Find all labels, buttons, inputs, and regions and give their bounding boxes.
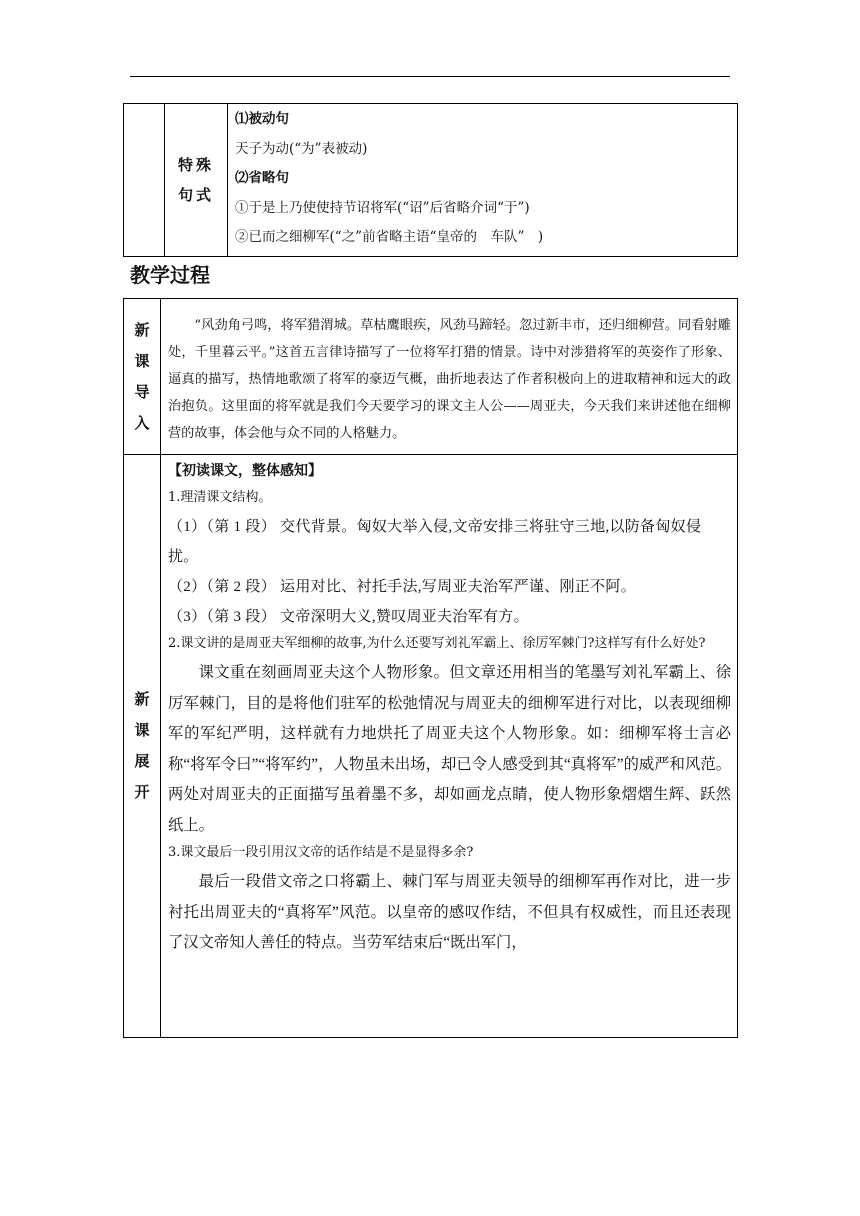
syntax-label-line-2: 句式 <box>177 185 214 204</box>
ellipsis-example-1: ①于是上乃使使持节诏将军(“诏”后省略介词“于”) <box>235 199 530 216</box>
question-2: 2.课文讲的是周亚夫军细柳的故事,为什么还要写刘礼军霸上、徐厉军棘门?这样写有什么好处? <box>168 636 706 651</box>
ellipsis-example-2: ②已而之细柳军(“之”前省略主语“皇帝的 车队” ) <box>235 229 544 245</box>
intro-content-cell <box>161 299 738 455</box>
develop-label-char: 课 <box>134 721 150 739</box>
develop-label-char: 新 <box>134 690 150 708</box>
intro-row <box>124 299 738 455</box>
develop-row <box>124 455 738 1038</box>
syntax-content-cell <box>228 104 738 257</box>
passive-example: 天子为动(“为”表被动) <box>235 140 368 157</box>
answer-2: 课文重在刻画周亚夫这个人物形象。但文章还用相当的笔墨写刘礼军霸上、徐厉军棘门，目的是将他们驻军的松弛情况与周亚夫的细柳军进行对比，以表现细柳军的军纪严明，这样就有力地烘托了周亚夫这个人物形象。如：细柳军将士言必称“将军令曰”“将军约”，人物虽未出场，却已令人感受到其“真将军”的威严和风范。两处对周亚夫的正面描写虽着墨不多，却如画龙点睛，使人物形象熠熠生辉、跃然纸上。 <box>168 664 731 834</box>
syntax-label-line-1: 特殊 <box>177 155 214 174</box>
intro-label-char: 入 <box>134 413 150 432</box>
header-rule <box>130 76 730 77</box>
intro-label-char: 新 <box>134 320 150 339</box>
syntax-empty-cell <box>124 104 165 257</box>
structure-item-1: （1）（第 1 段） 交代背景。匈奴大举入侵,文帝安排三将驻守三地,以防备匈奴侵扰。 <box>168 519 702 565</box>
reading-heading: 【初读课文，整体感知】 <box>168 463 322 479</box>
syntax-label-cell <box>165 104 228 257</box>
develop-label-cell <box>124 455 161 1038</box>
develop-label-char: 开 <box>134 783 150 801</box>
structure-item-2: （2）（第 2 段） 运用对比、衬托手法,写周亚夫治军严谨、刚正不阿。 <box>168 579 637 595</box>
section-title: 教学过程 <box>130 263 210 287</box>
syntax-table <box>123 103 738 257</box>
question-3: 3.课文最后一段引用汉文帝的话作结是不是显得多余? <box>168 845 474 860</box>
ellipsis-heading: ⑵省略句 <box>235 170 289 186</box>
intro-label-char: 课 <box>134 351 150 370</box>
teaching-process-table <box>123 298 738 1038</box>
develop-label-char: 展 <box>134 752 150 770</box>
intro-label-char: 导 <box>134 382 150 401</box>
develop-content-cell <box>161 455 738 1038</box>
structure-item-3: （3）（第 3 段） 文帝深明大义,赞叹周亚夫治军有方。 <box>168 609 529 625</box>
passive-heading: ⑴被动句 <box>235 111 289 127</box>
answer-3: 最后一段借文帝之口将霸上、棘门军与周亚夫领导的细柳军再作对比，进一步衬托出周亚夫的“真将军”风范。以皇帝的感叹作结，不但具有权威性，而且还表现了汉文帝知人善任的特点。当劳军结束后“既出军门， <box>168 873 731 951</box>
question-1: 1.理清课文结构。 <box>168 490 272 505</box>
intro-paragraph: “风劲角弓鸣，将军猎渭城。草枯鹰眼疾，风劲马蹄轻。忽过新丰市，还归细柳营。同看射雕处，千里暮云平。”这首五言律诗描写了一位将军打猎的情景。诗中对涉猎将军的英姿作了形象、逼真的描写，热情地歌颂了将军的豪迈气概，曲折地表达了作者积极向上的进取精神和远大的政治抱负。这里面的将军就是我们今天要学习的课文主人公——周亚夫，今天我们来讲述他在细柳营的故事，体会他与众不同的人格魅力。 <box>168 318 731 441</box>
intro-label-cell <box>124 299 161 455</box>
